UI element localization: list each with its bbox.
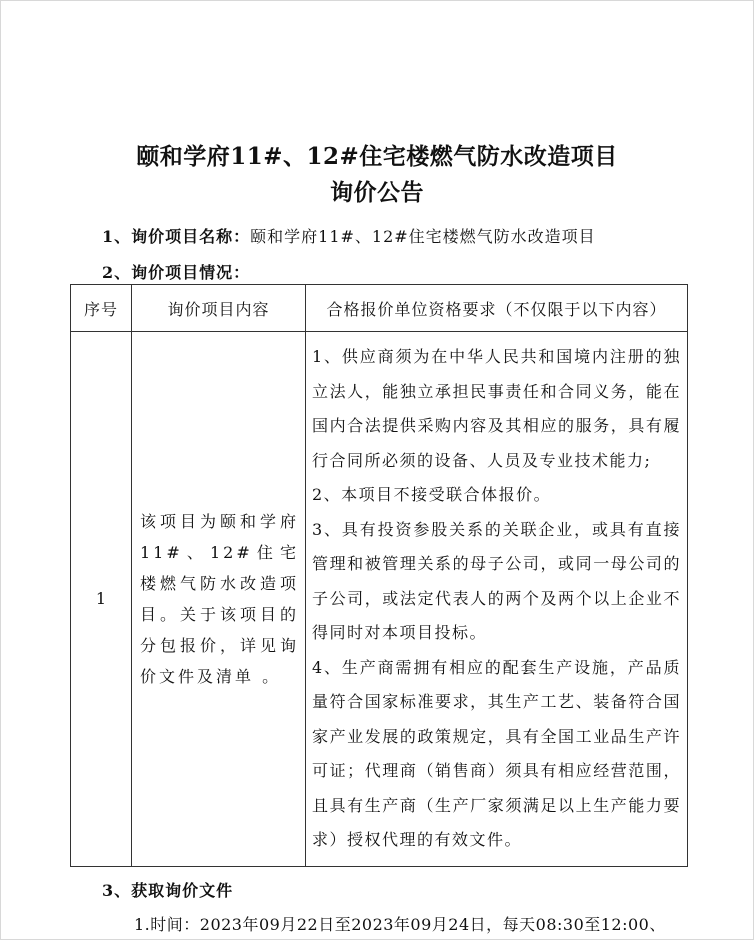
document-subtitle: 询价公告 bbox=[330, 179, 424, 206]
section-2 bbox=[102, 260, 250, 283]
header-requirements: 合格报价单位资格要求（不仅限于以下内容） bbox=[306, 285, 688, 332]
requirement-3: 3、具有投资参股关系的关联企业，或具有直接管理和被管理关系的母子公司，或同一母公司的子公司，或法定代表人的两个及两个以上企业不得同时对本项目投标。 bbox=[312, 519, 681, 642]
row-seq: 1 bbox=[71, 332, 132, 867]
document-title: 颐和学府11#、12#住宅楼燃气防水改造项目 bbox=[136, 143, 618, 170]
header-content: 询价项目内容 bbox=[132, 285, 306, 332]
header-seq: 序号 bbox=[71, 285, 132, 332]
row-content-text: 该项目为颐和学府11#、12#住宅楼燃气防水改造项目。关于该项目的分包报价，详见询价文件及清单 。 bbox=[140, 511, 299, 686]
section-2-label: 2、询价项目情况： bbox=[102, 263, 251, 282]
section-3-label: 3、获取询价文件 bbox=[102, 881, 234, 900]
requirement-4: 4、生产商需拥有相应的配套生产设施，产品质量符合国家标准要求，其生产工艺、装备符合国家产业发展的政策规定，具有全国工业品生产许可证；代理商（销售商）须具有相应经营范围，且具有生产商（生产厂家须满足以上生产能力要求）授权代理的有效文件。 bbox=[312, 657, 681, 849]
requirement-1: 1、供应商须为在中华人民共和国境内注册的独立法人，能独立承担民事责任和合同义务，能在国内合法提供采购内容及其相应的服务，具有履行合同所必须的设备、人员及专业技术能力; bbox=[312, 347, 681, 470]
table-row bbox=[71, 332, 688, 867]
row-content bbox=[132, 332, 306, 867]
section-1-value: 颐和学府11#、12#住宅楼燃气防水改造项目 bbox=[250, 227, 596, 246]
row-requirements bbox=[306, 332, 688, 867]
inquiry-table bbox=[70, 284, 688, 867]
table-header-row bbox=[71, 285, 688, 332]
section-3 bbox=[102, 878, 233, 901]
item-1-time: 1.时间：2023年09月22日至2023年09月24日，每天08:30至12:00、 bbox=[134, 915, 666, 934]
requirement-2: 2、本项目不接受联合体报价。 bbox=[312, 485, 552, 504]
section-1 bbox=[102, 224, 596, 247]
section-1-label: 1、询价项目名称： bbox=[102, 227, 251, 246]
